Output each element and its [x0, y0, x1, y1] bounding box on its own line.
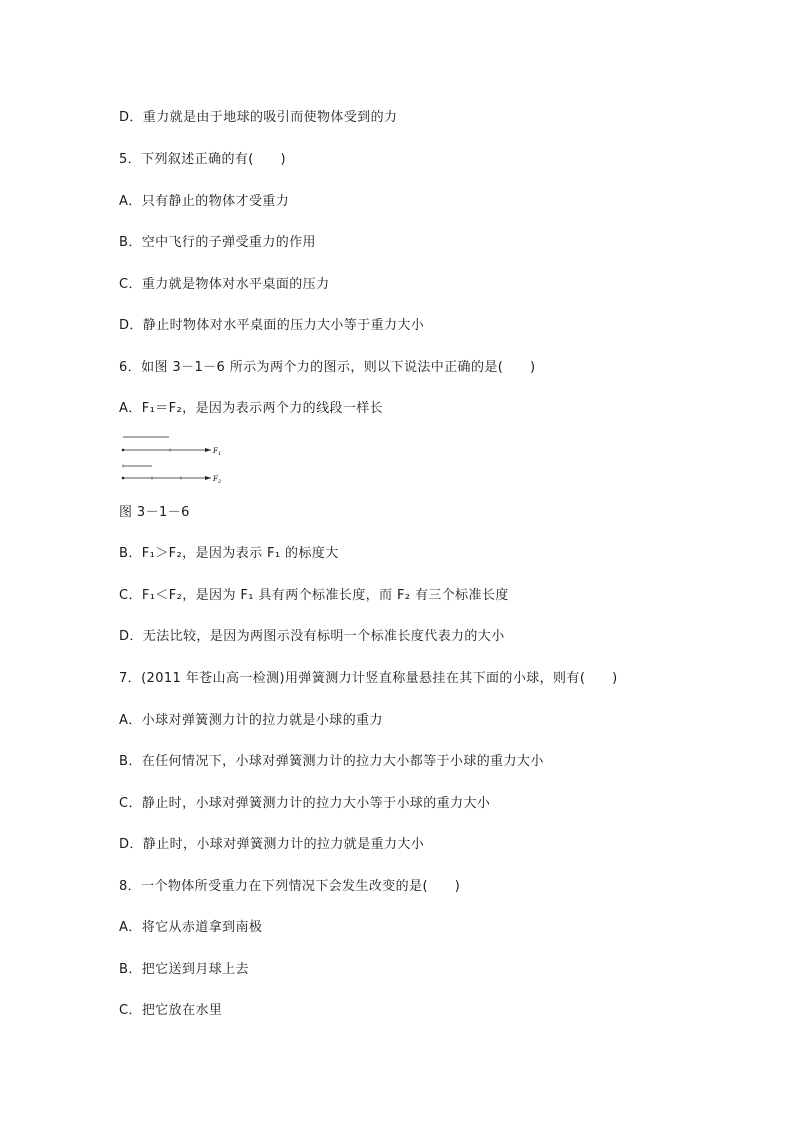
f1-label: F	[213, 447, 218, 455]
option-8c: C．把它放在水里	[119, 1003, 223, 1018]
f1-label-sub: 1	[218, 451, 222, 457]
option-6b: B．F₁＞F₂，是因为表示 F₁ 的标度大	[119, 546, 339, 561]
question-7: 7．(2011 年苍山高一检测)用弹簧测力计竖直称量悬挂在其下面的小球，则有( )	[119, 671, 618, 686]
option-5d: D．静止时物体对水平桌面的压力大小等于重力大小	[119, 318, 425, 333]
f2-label-sub: 2	[218, 479, 222, 485]
figure-caption: 图 3－1－6	[119, 505, 190, 520]
f1-arrowhead	[205, 448, 211, 452]
question-8: 8．一个物体所受重力在下列情况下会发生改变的是( )	[119, 879, 461, 894]
force-diagram-figure	[119, 432, 239, 488]
question-5: 5．下列叙述正确的有( )	[119, 152, 287, 167]
option-8a: A．将它从赤道拿到南极	[119, 920, 263, 935]
f2-arrowhead	[205, 476, 211, 480]
option-7d: D．静止时，小球对弹簧测力计的拉力就是重力大小	[119, 837, 425, 852]
option-6c: C．F₁＜F₂，是因为 F₁ 具有两个标准长度，而 F₂ 有三个标准长度	[119, 588, 509, 603]
question-6: 6．如图 3－1－6 所示为两个力的图示，则以下说法中正确的是( )	[119, 360, 536, 375]
option-6d: D．无法比较，是因为两图示没有标明一个标准长度代表力的大小	[119, 629, 505, 644]
option-5b: B．空中飞行的子弹受重力的作用	[119, 235, 316, 250]
option-5a: A．只有静止的物体才受重力	[119, 194, 290, 209]
option-7b: B．在任何情况下，小球对弹簧测力计的拉力大小都等于小球的重力大小	[119, 754, 544, 769]
option-8b: B．把它送到月球上去	[119, 962, 249, 977]
option-6a: A．F₁＝F₂，是因为表示两个力的线段一样长	[119, 401, 384, 416]
force-diagram	[119, 432, 239, 488]
option-5c: C．重力就是物体对水平桌面的压力	[119, 277, 330, 292]
option-4d: D．重力就是由于地球的吸引而使物体受到的力	[119, 110, 398, 125]
f2-label: F	[213, 475, 218, 483]
option-7c: C．静止时，小球对弹簧测力计的拉力大小等于小球的重力大小	[119, 796, 491, 811]
option-7a: A．小球对弹簧测力计的拉力就是小球的重力	[119, 713, 383, 728]
